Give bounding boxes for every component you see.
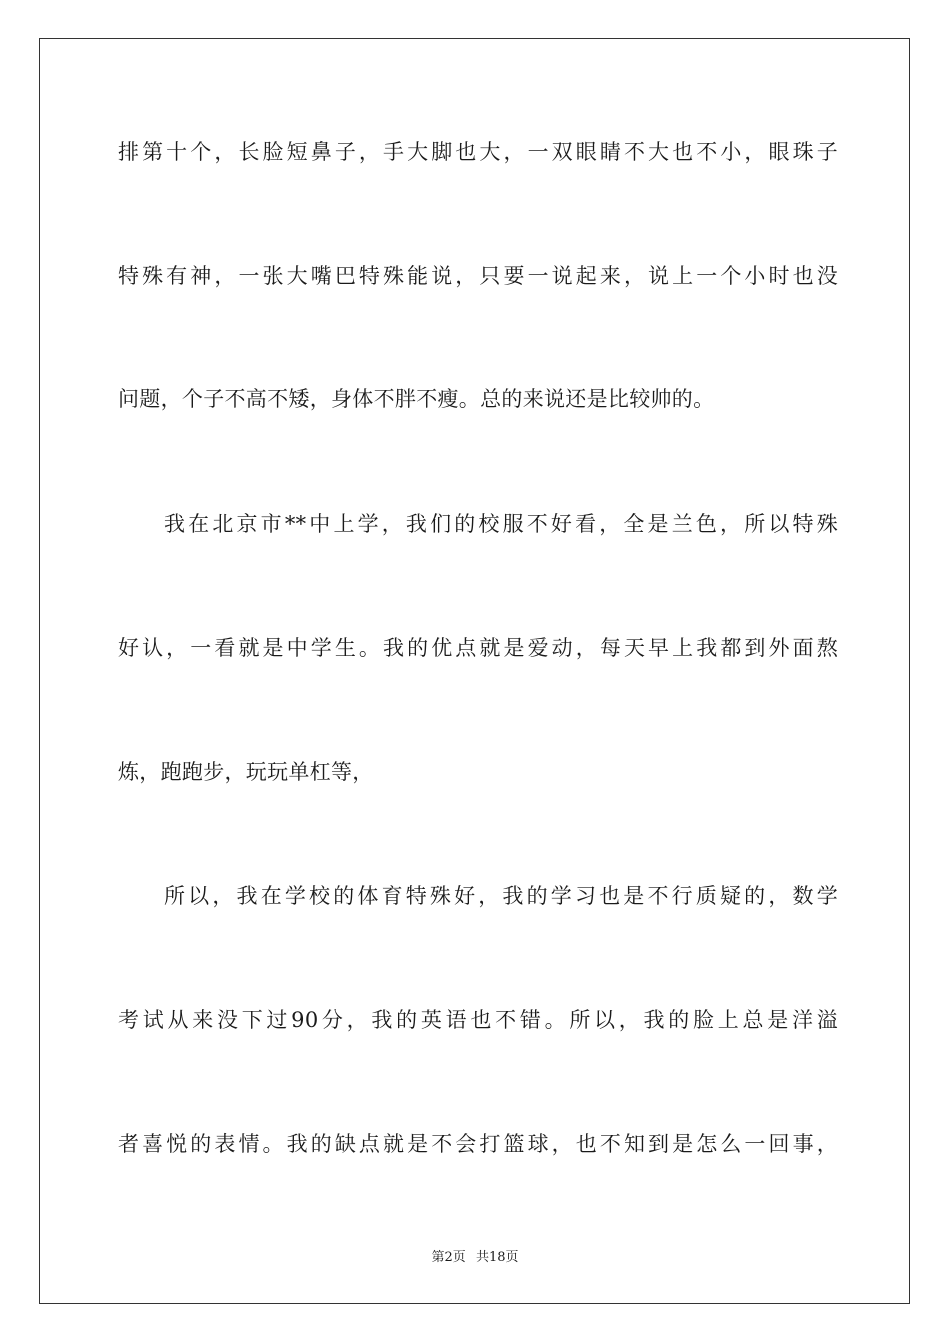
text-line-2: 特殊有神，一张大嘴巴特殊能说，只要一说起来，说上一个小时也没 — [118, 264, 838, 288]
text-line-7: 所以，我在学校的体育特殊好，我的学习也是不行质疑的，数学 — [164, 884, 838, 908]
page-footer — [0, 1246, 950, 1265]
text-line-6: 炼，跑跑步，玩玩单杠等， — [118, 760, 374, 784]
text-line-3: 问题，个子不高不矮，身体不胖不瘦。总的来说还是比较帅的。 — [118, 387, 715, 411]
text-line-5: 好认，一看就是中学生。我的优点就是爱动，每天早上我都到外面熬 — [118, 636, 838, 660]
page-total: 共18页 — [475, 1250, 519, 1265]
text-line-1: 排第十个，长脸短鼻子，手大脚也大，一双眼睛不大也不小，眼珠子 — [118, 140, 838, 164]
text-line-4: 我在北京市**中上学，我们的校服不好看，全是兰色，所以特殊 — [164, 512, 838, 536]
page-frame — [39, 38, 910, 1304]
text-line-8: 考试从来没下过90分，我的英语也不错。所以，我的脸上总是洋溢 — [118, 1008, 838, 1032]
page-number: 第2页 — [431, 1250, 466, 1265]
text-line-9: 者喜悦的表情。我的缺点就是不会打篮球，也不知到是怎么一回事， — [118, 1132, 838, 1156]
